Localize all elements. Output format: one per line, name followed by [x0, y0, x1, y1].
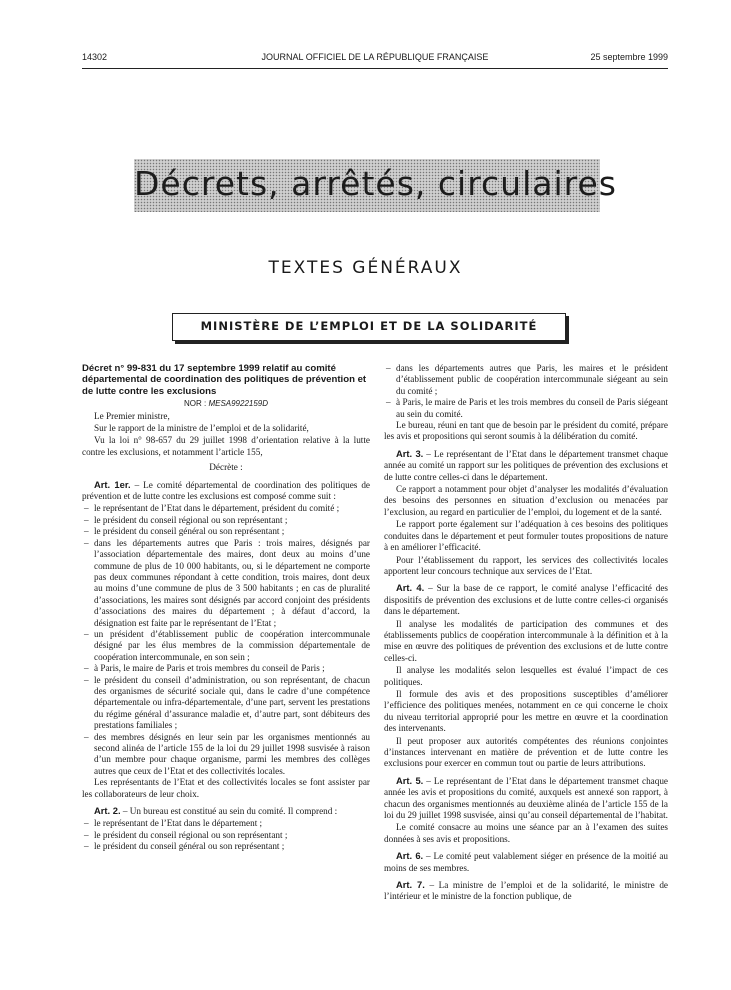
article-2-intro	[82, 805, 370, 817]
article-7-label: Art. 7.	[396, 879, 425, 891]
article-2-closing: Le bureau, réuni en tant que de besoin par le président du comité, prépare les avis et propositions qui seront soumis à la délibération du comité.	[384, 420, 668, 442]
article-3-para: Ce rapport a notamment pour objet d’analyser les modalités d’évaluation des besoins des personnes en situation d’exclusion ou menacées par l’exclusion, au regard en particulier de l’emploi, du logement et de la santé.	[384, 484, 668, 517]
journal-title: JOURNAL OFFICIEL DE LA RÉPUBLIQUE FRANÇAISE	[261, 52, 489, 62]
article-5-text: – Le représentant de l’Etat dans le département transmet chaque année les avis et propositions du comité, auxquels est annexé son rapport, à chacun des organismes mentionnés au deuxième alinéa de l’article 155 de la loi du 29 juillet 1998 susvisée, ainsi qu’au conseil départemental de l’habitat.	[384, 775, 669, 821]
article-4-para	[384, 582, 668, 617]
list-item: – un président d’établissement public de coopération intercommunale désigné par les élus membres de la commission départementale de coopération intercommunale, en son sein ;	[82, 629, 370, 663]
article-5-para: Le comité consacre au moins une séance par an à l’examen des suites données à ses avis et propositions.	[384, 822, 668, 844]
list-item: – le président du conseil d’administration, ou son représentant, de chacun des organismes de sécurité sociale qui, dans le cadre d’une compétence départementale ou infra-départementale, d’une part, servent les prestations du régime général d’assurance maladie et, d’autre part, sont débiteurs des prestations familiales ;	[82, 675, 370, 732]
article-5-label: Art. 5.	[396, 774, 424, 786]
article-3-label: Art. 3.	[396, 447, 424, 459]
article-1-intro	[82, 479, 370, 503]
preamble-line: Sur le rapport de la ministre de l’emploi et de la solidarité,	[94, 423, 309, 434]
nor-label: NOR :	[183, 399, 207, 409]
list-item: – dans les départements autres que Paris, les maires et le président d’établissement public de coopération intercommunale siégeant au sein du comité ;	[384, 363, 668, 397]
article-2-list-continued	[384, 363, 668, 420]
list-item: – le représentant de l’Etat dans le département, président du comité ;	[82, 503, 370, 514]
decree-title: Décret n° 99-831 du 17 septembre 1999 relatif au comité départemental de coordination des politiques de prévention et de lutte contre les exclusions	[82, 363, 367, 397]
preamble-line: Vu la loi n° 98-657 du 29 juillet 1998 d’orientation relative à la lutte contre les exclusions, et notamment l’article 155,	[82, 435, 370, 457]
page-number: 14302	[82, 52, 108, 62]
article-3-para: Le rapport porte également sur l’adéquation à ces besoins des politiques conduites dans le département et peut formuler toutes propositions de nature à en améliorer l’efficacité.	[384, 519, 668, 553]
list-item: – le président du conseil régional ou son représentant ;	[82, 515, 370, 526]
article-4-para: Il peut proposer aux autorités compétentes des réunions conjointes d’instances intervenant en matière de prévention et de lutte contre les exclusions pour exercer en commun tout ou partie de leurs attributions.	[384, 735, 668, 769]
article-7-text: – La ministre de l’emploi et de la solidarité, le ministre de l’intérieur et le ministre de la fonction publique, de	[384, 880, 668, 902]
section-banner	[134, 159, 617, 212]
issue-date: 25 septembre 1999	[590, 52, 668, 62]
article-1-list	[82, 503, 370, 777]
list-item: – à Paris, le maire de Paris et trois membres du conseil de Paris ;	[82, 663, 370, 674]
article-1-closing: Les représentants de l’Etat et des collectivités locales se font assister par les collaborateurs de leur choix.	[82, 777, 370, 799]
article-7-para	[384, 879, 668, 903]
list-item: – des membres désignés en leur sein par les organismes mentionnés au second alinéa de l’article 155 de la loi du 29 juillet 1998 susvisée à raison d’un membre pour chaque organisme, parmi les membres des collèges autres que ceux de l’Etat et des collectivités locales.	[82, 732, 370, 778]
list-item: – le président du conseil général ou son représentant ;	[82, 841, 370, 852]
article-2-text: – Un bureau est constitué au sein du comité. Il comprend :	[120, 806, 338, 817]
article-3-text: – Le représentant de l’Etat dans le département transmet chaque année au comité un rapport sur les politiques de prévention des exclusions et de lutte contre celles-ci dans le département.	[384, 448, 669, 482]
article-1-text: – Le comité départemental de coordination des politiques de prévention et de lutte contre les exclusions est composé comme suit :	[82, 479, 370, 502]
article-1-label: Art. 1er.	[94, 478, 131, 490]
right-column	[384, 363, 668, 904]
article-3-para: Pour l’établissement du rapport, les services des collectivités locales apportent leur concours technique aux services de l’Etat.	[384, 554, 668, 576]
nor-reference	[82, 398, 370, 409]
article-3-para	[384, 448, 668, 483]
article-4-para: Il analyse les modalités selon lesquelles est évalué l’impact de ces politiques.	[384, 665, 668, 687]
ministry-box	[172, 313, 566, 341]
header-rule	[82, 68, 668, 69]
list-item: – dans les départements autres que Paris : trois maires, désignés par l’association départementale des maires, dont deux au moins d’une commune de plus de 10 000 habitants, ou, si le département ne comporte pas deux communes répondant à cette condition, trois maires, dont deux au moins d’une commune de plus de 3 500 habitants ; en cas de pluralité d’associations, les maires sont désignés par accord conjoint des présidents d’associations des maires du département ; à défaut d’accord, la désignation est faite par le représentant de l’Etat ;	[82, 538, 370, 629]
banner-title: Décrets, arrêtés, circulaires	[134, 164, 617, 203]
article-4-label: Art. 4.	[396, 582, 425, 594]
article-6-para	[384, 850, 668, 874]
list-item: – le représentant de l’Etat dans le département ;	[82, 818, 370, 829]
nor-code: MESA9922159D	[208, 399, 269, 409]
left-column	[82, 363, 370, 853]
preamble-line: Le Premier ministre,	[94, 410, 170, 421]
article-2-list	[82, 818, 370, 852]
article-4-text: – Sur la base de ce rapport, le comité analyse l’efficacité des dispositifs de prévention des exclusions et de lutte contre celles-ci organisés dans le département.	[384, 583, 668, 617]
article-5-para	[384, 775, 668, 822]
article-2-label: Art. 2.	[94, 805, 121, 817]
list-item: – le président du conseil général ou son représentant ;	[82, 526, 370, 537]
article-6-label: Art. 6.	[396, 850, 424, 862]
list-item: – le président du conseil régional ou son représentant ;	[82, 830, 370, 841]
running-header	[82, 52, 668, 66]
article-4-para: Il formule des avis et des propositions susceptibles d’améliorer l’efficience des politiques menées, notamment en ce qui concerne le choix du niveau territorial approprié pour les mettre en œuvre et la coordination des intervenants.	[384, 688, 668, 734]
article-6-text: – Le comité peut valablement siéger en présence de la moitié au moins de ses membres.	[384, 851, 668, 873]
list-item: – à Paris, le maire de Paris et les trois membres du conseil de Paris siégeant au sein du comité.	[384, 397, 668, 420]
decrete-line: Décrète :	[209, 462, 243, 473]
article-4-para: Il analyse les modalités de participation des communes et des établissements publics de coopération intercommunale à la définition et à la mise en œuvre des politiques de prévention des exclusions et de lutte contre celles-ci.	[384, 618, 668, 663]
section-title: TEXTES GÉNÉRAUX	[268, 258, 463, 278]
ministry-name: MINISTÈRE DE L’EMPLOI ET DE LA SOLIDARITÉ	[200, 319, 538, 333]
